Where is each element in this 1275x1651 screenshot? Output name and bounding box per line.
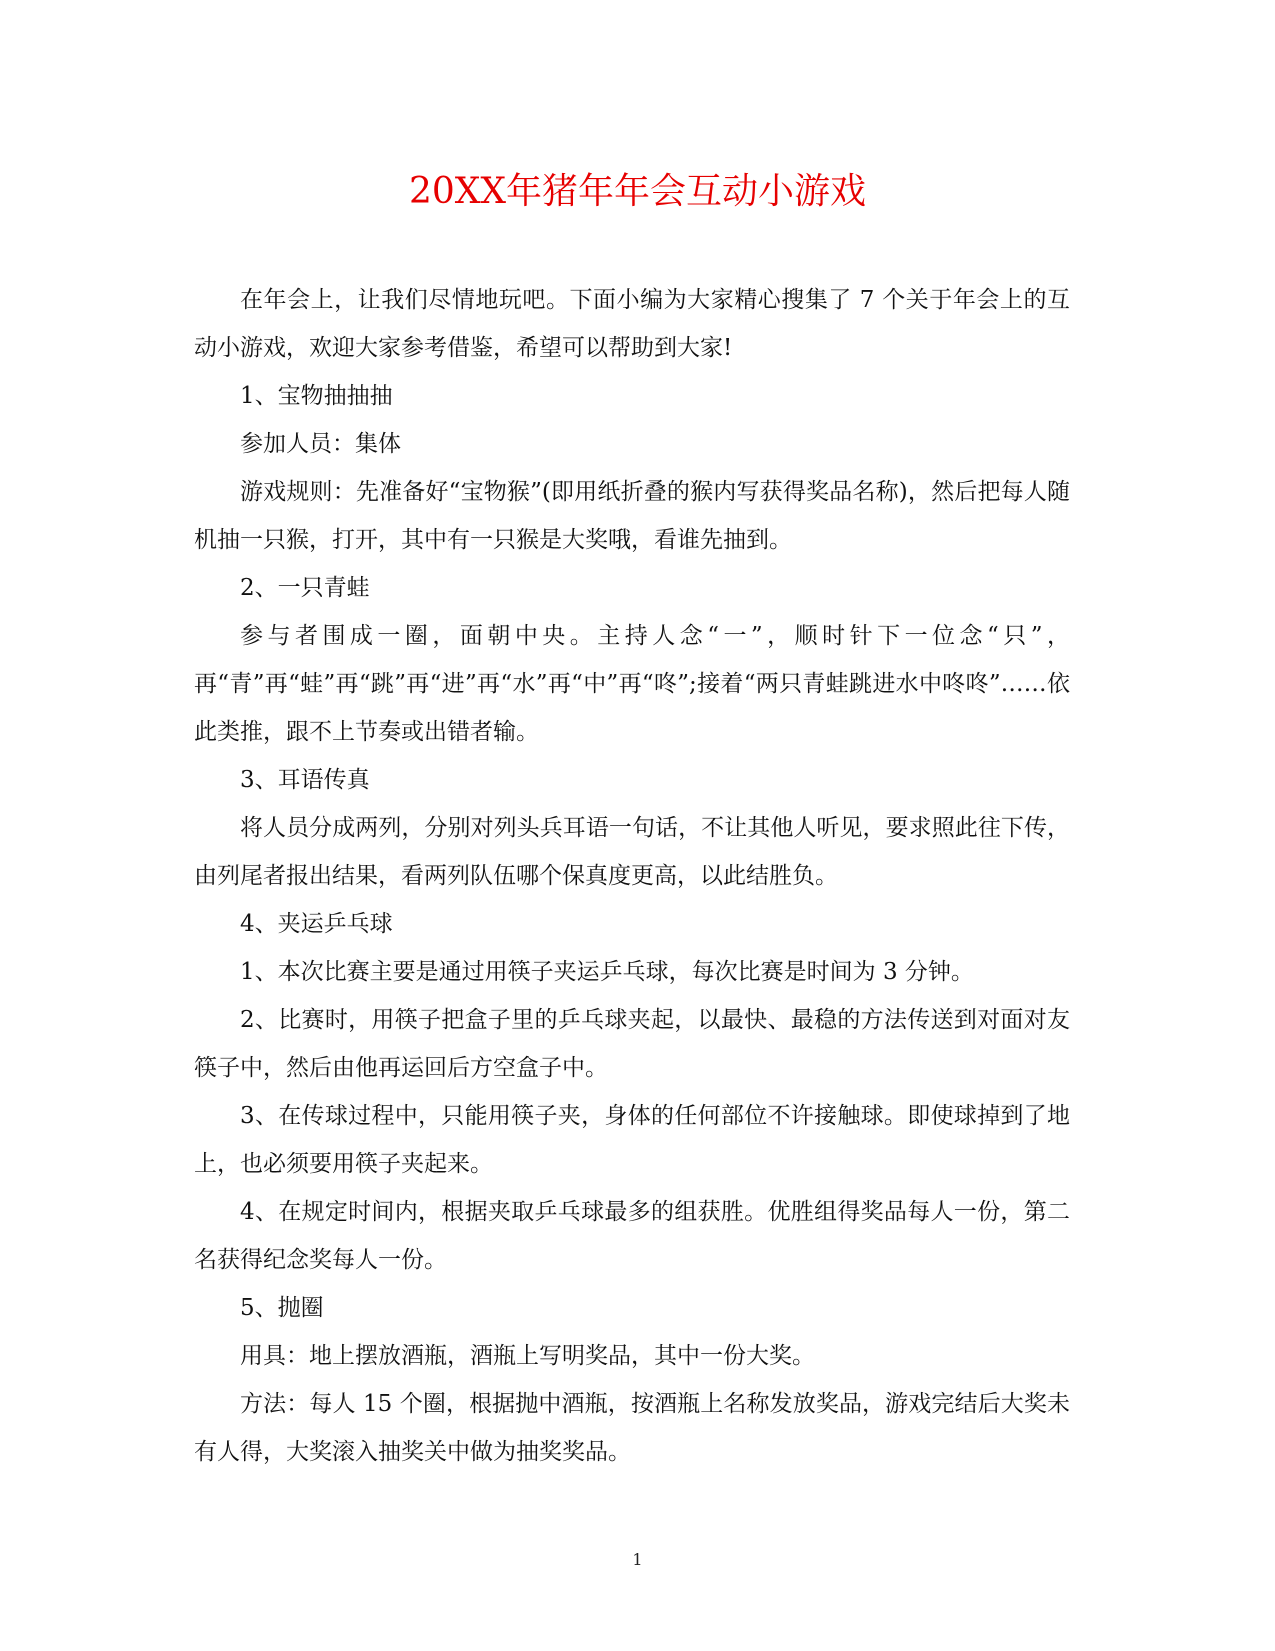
document-body: [194, 276, 1070, 1476]
paragraph: 参加人员：集体: [240, 431, 401, 457]
document-title: 20XX年猪年年会互动小游戏: [408, 171, 867, 212]
paragraph: 1、本次比赛主要是通过用筷子夹运乒乓球，每次比赛是时间为 3 分钟。: [240, 959, 974, 985]
paragraph: 游戏规则：先准备好“宝物猴”(即用纸折叠的猴内写获得奖品名称)，然后把每人随机抽一只猴，打开，其中有一只猴是大奖哦，看谁先抽到。: [194, 479, 1070, 553]
paragraph: 参与者围成一圈，面朝中央。主持人念“一”，顺时针下一位念“只”，再“青”再“蛙”再“跳”再“进”再“水”再“中”再“咚”;接着“两只青蛙跳进水中咚咚”……依此类推，跟不上节奏或出错者输。: [194, 623, 1070, 745]
intro-paragraph: 在年会上，让我们尽情地玩吧。下面小编为大家精心搜集了 7 个关于年会上的互动小游戏，欢迎大家参考借鉴，希望可以帮助到大家!: [194, 287, 1070, 361]
section-heading-3: 3、耳语传真: [240, 767, 370, 793]
paragraph: 2、比赛时，用筷子把盒子里的乒乓球夹起，以最快、最稳的方法传送到对面对友筷子中，然后由他再运回后方空盒子中。: [194, 1007, 1070, 1081]
section-heading-2: 2、一只青蛙: [240, 575, 370, 601]
paragraph: 将人员分成两列，分别对列头兵耳语一句话，不让其他人听见，要求照此往下传，由列尾者报出结果，看两列队伍哪个保真度更高，以此结胜负。: [194, 815, 1070, 889]
paragraph: 4、在规定时间内，根据夹取乒乓球最多的组获胜。优胜组得奖品每人一份，第二名获得纪念奖每人一份。: [194, 1199, 1070, 1273]
section-heading-4: 4、夹运乒乓球: [240, 911, 393, 937]
page-number: 1: [632, 1550, 643, 1569]
section-heading-5: 5、抛圈: [240, 1295, 324, 1321]
paragraph: 3、在传球过程中，只能用筷子夹，身体的任何部位不许接触球。即使球掉到了地上，也必须要用筷子夹起来。: [194, 1103, 1070, 1177]
section-heading-1: 1、宝物抽抽抽: [240, 383, 393, 409]
paragraph: 用具：地上摆放酒瓶，酒瓶上写明奖品，其中一份大奖。: [240, 1343, 815, 1369]
paragraph: 方法：每人 15 个圈，根据抛中酒瓶，按酒瓶上名称发放奖品，游戏完结后大奖未有人得，大奖滚入抽奖关中做为抽奖奖品。: [194, 1391, 1070, 1465]
